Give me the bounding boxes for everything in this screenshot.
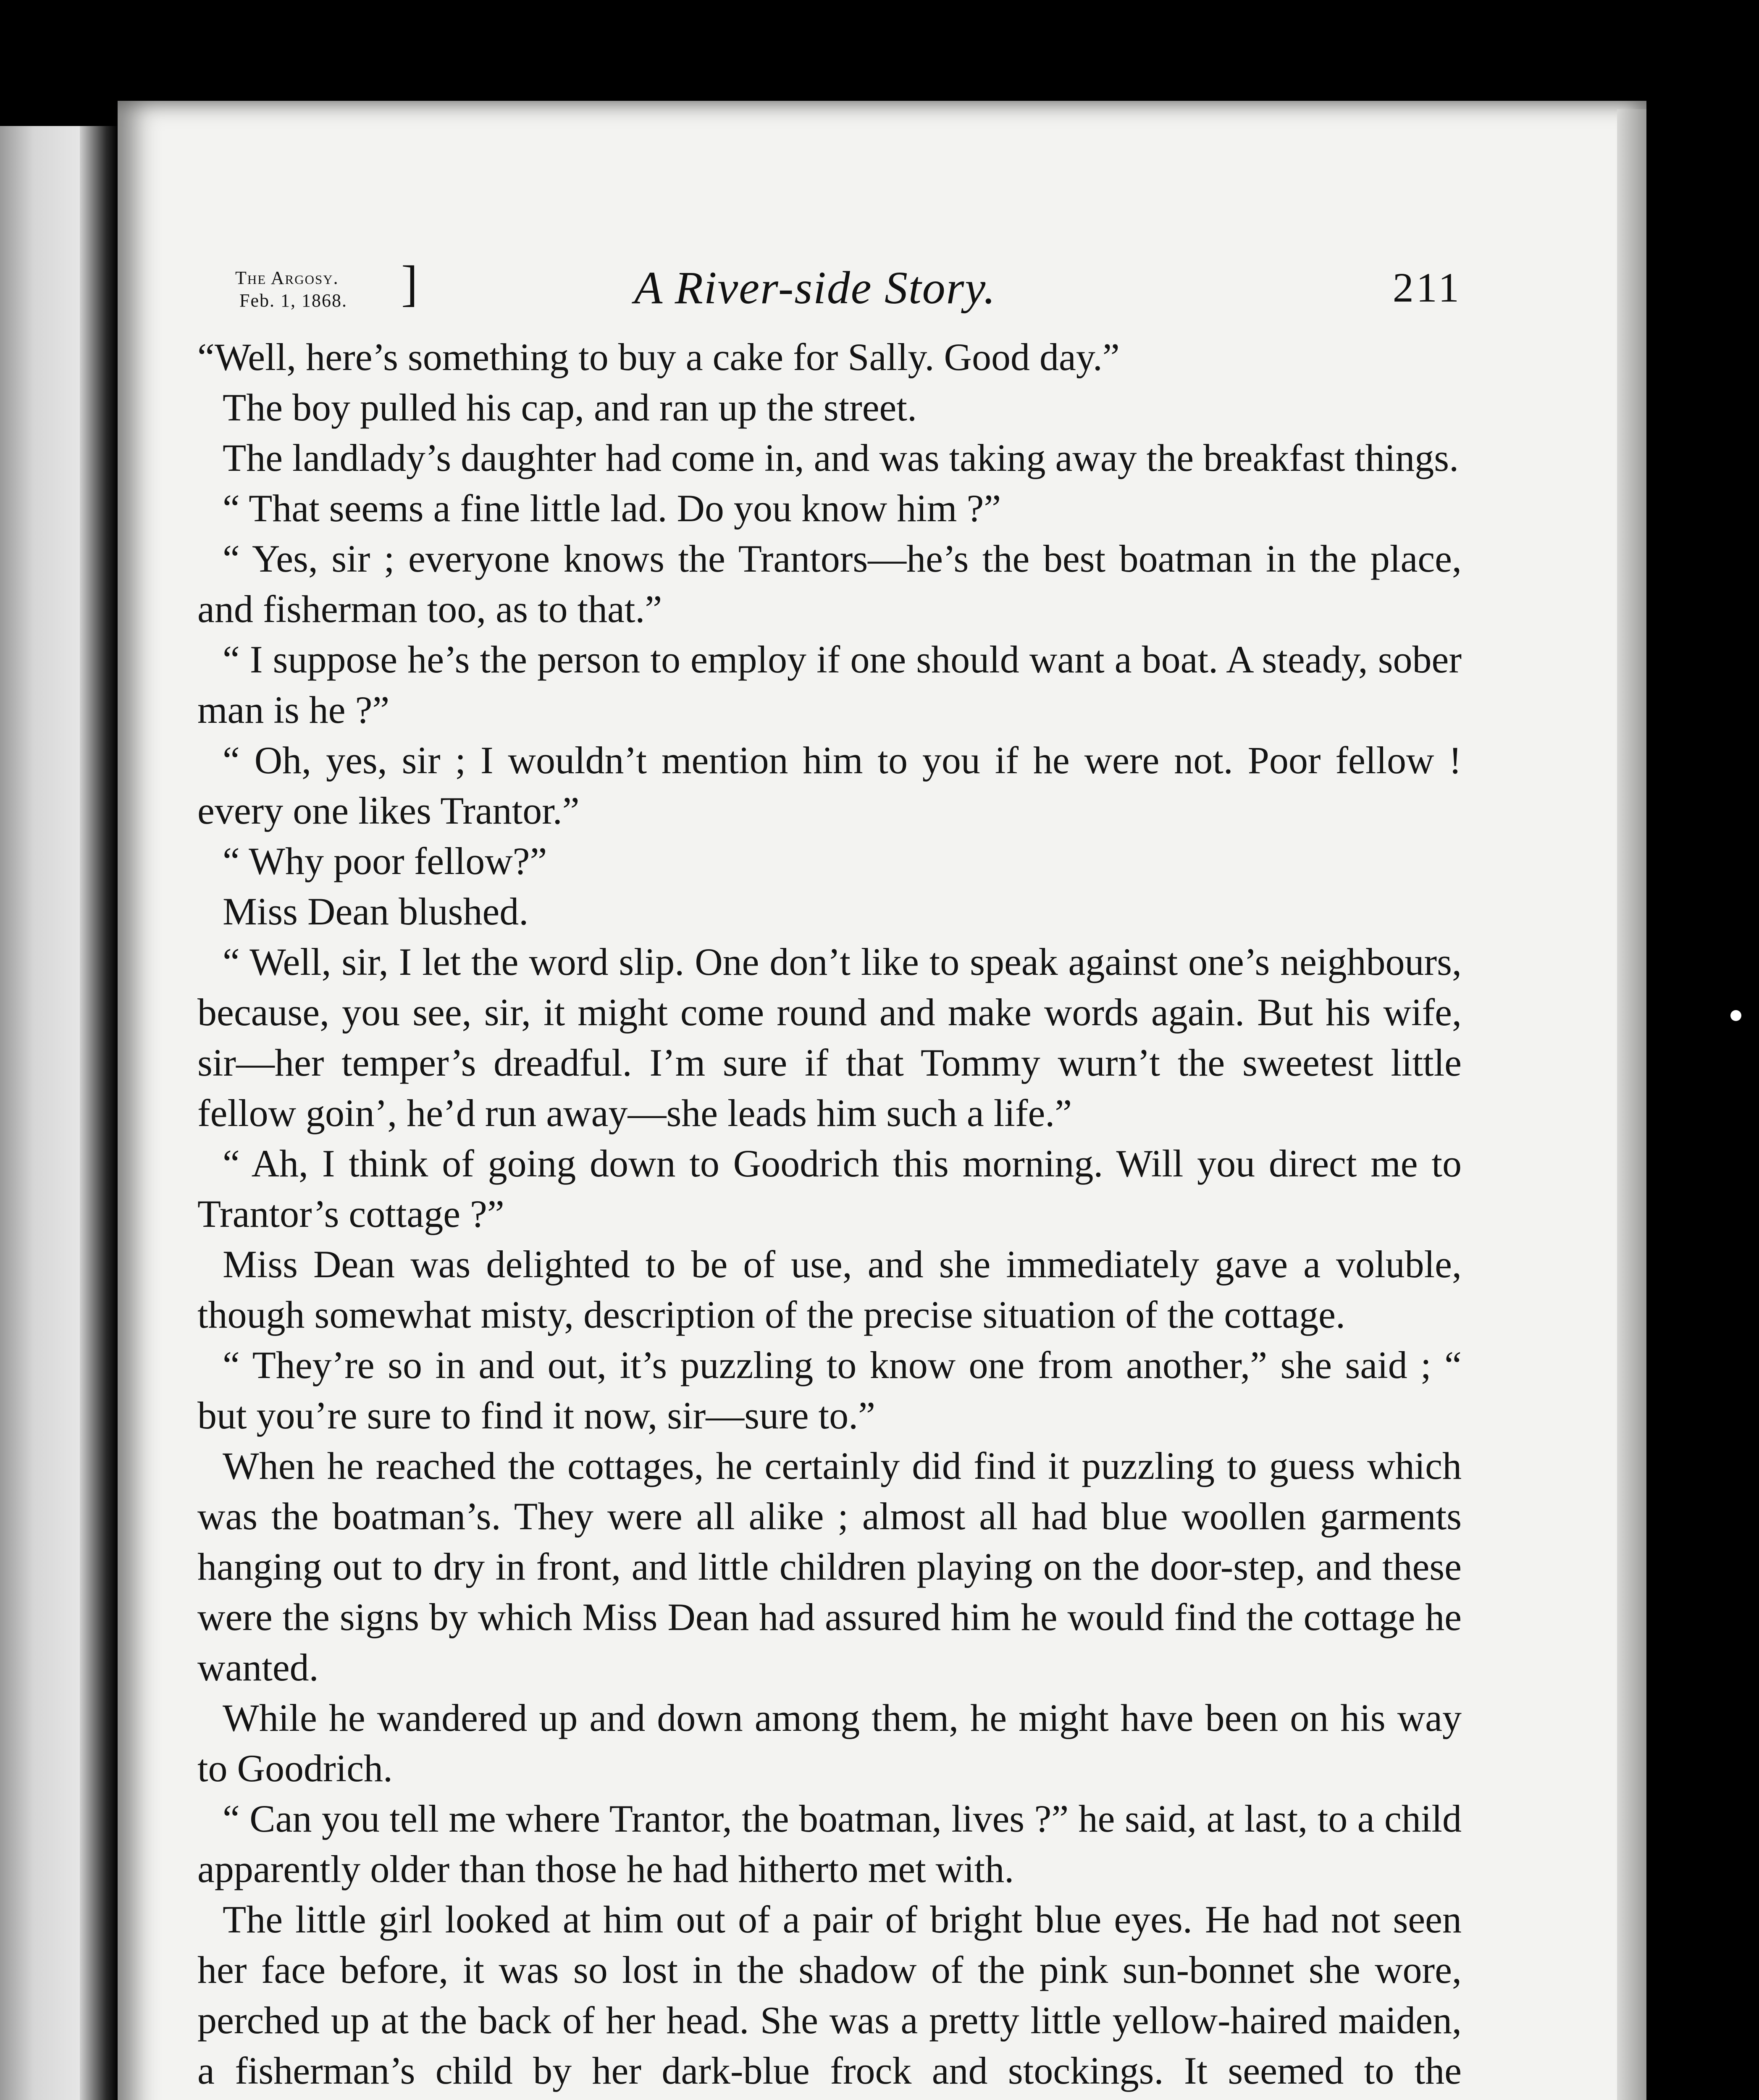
paragraph: “ Can you tell me where Trantor, the boatman, lives ?” he said, at last, to a child apparently older than those he had hitherto met with. (197, 1797, 1462, 1890)
paragraph: Miss Dean blushed. (223, 890, 529, 933)
paragraph: Miss Dean was delighted to be of use, and she immediately gave a voluble, though somewhat misty, description of the precise situation of the cottage. (197, 1243, 1462, 1336)
paragraph: The landlady’s daughter had come in, and was taking away the breakfast things. (223, 436, 1459, 479)
body-text (197, 332, 1462, 2100)
paragraph: The boy pulled his cap, and ran up the street. (223, 386, 917, 429)
running-head-title: A River-side Story. (634, 262, 996, 313)
book-gutter (80, 126, 118, 2100)
running-head-source (235, 267, 347, 312)
paragraph: While he wandered up and down among them, he might have been on his way to Goodrich. (197, 1696, 1462, 1790)
publication-name: The Argosy. (235, 268, 339, 288)
paragraph: “ That seems a fine little lad. Do you know him ?” (223, 487, 1001, 530)
paragraph: “ They’re so in and out, it’s puzzling to know one from another,” she said ; “ but you’re sure to find it now, sir—sure to.” (197, 1344, 1462, 1437)
scan-speck (1730, 1010, 1741, 1021)
paragraph: When he reached the cottages, he certainly did find it puzzling to guess which was the boatman’s. They were all alike ; almost all had blue woollen garments hanging out to dry in front, and little children playing on the door-step, and these were the signs by which Miss Dean had assured him he would find the cottage he wanted. (197, 1444, 1462, 1689)
running-head-bracket: ] (401, 255, 418, 311)
paragraph: “ I suppose he’s the person to employ if one should want a boat. A steady, sober man is he ?” (197, 638, 1462, 731)
page-fore-edge (1617, 109, 1646, 2100)
paragraph: “ Yes, sir ; everyone knows the Trantors—he’s the best boatman in the place, and fisherman too, as to that.” (197, 537, 1462, 630)
paragraph: The little girl looked at him out of a pair of bright blue eyes. He had not seen her face before, it was so lost in the shadow of the pink sun-bonnet she wore, perched up at the back of her head. She was a pretty little yellow-haired maiden, a fisherman’s child by her dark-blue frock and stockings. It seemed to the (197, 1898, 1462, 2092)
paragraph: “ Why poor fellow?” (223, 840, 547, 882)
page-number: 211 (1392, 264, 1462, 311)
running-head (235, 255, 1462, 317)
paragraph: “ Well, sir, I let the word slip. One don’t like to speak against one’s neighbours, because, you see, sir, it might come round and make words again. But his wife, sir—her temper’s dreadful. I’m sure if that Tommy wurn’t the sweetest little fellow goin’, he’d run away—she leads him such a life.” (197, 940, 1462, 1134)
paragraph: “ Oh, yes, sir ; I wouldn’t mention him to you if he were not. Poor fellow ! every one likes Trantor.” (197, 739, 1462, 832)
paragraph: “ Ah, I think of going down to Goodrich this morning. Will you direct me to Trantor’s cottage ?” (197, 1142, 1462, 1235)
paragraph: “Well, here’s something to buy a cake for Sally. Good day.” (197, 336, 1120, 378)
publication-date: Feb. 1, 1868. (239, 290, 347, 311)
